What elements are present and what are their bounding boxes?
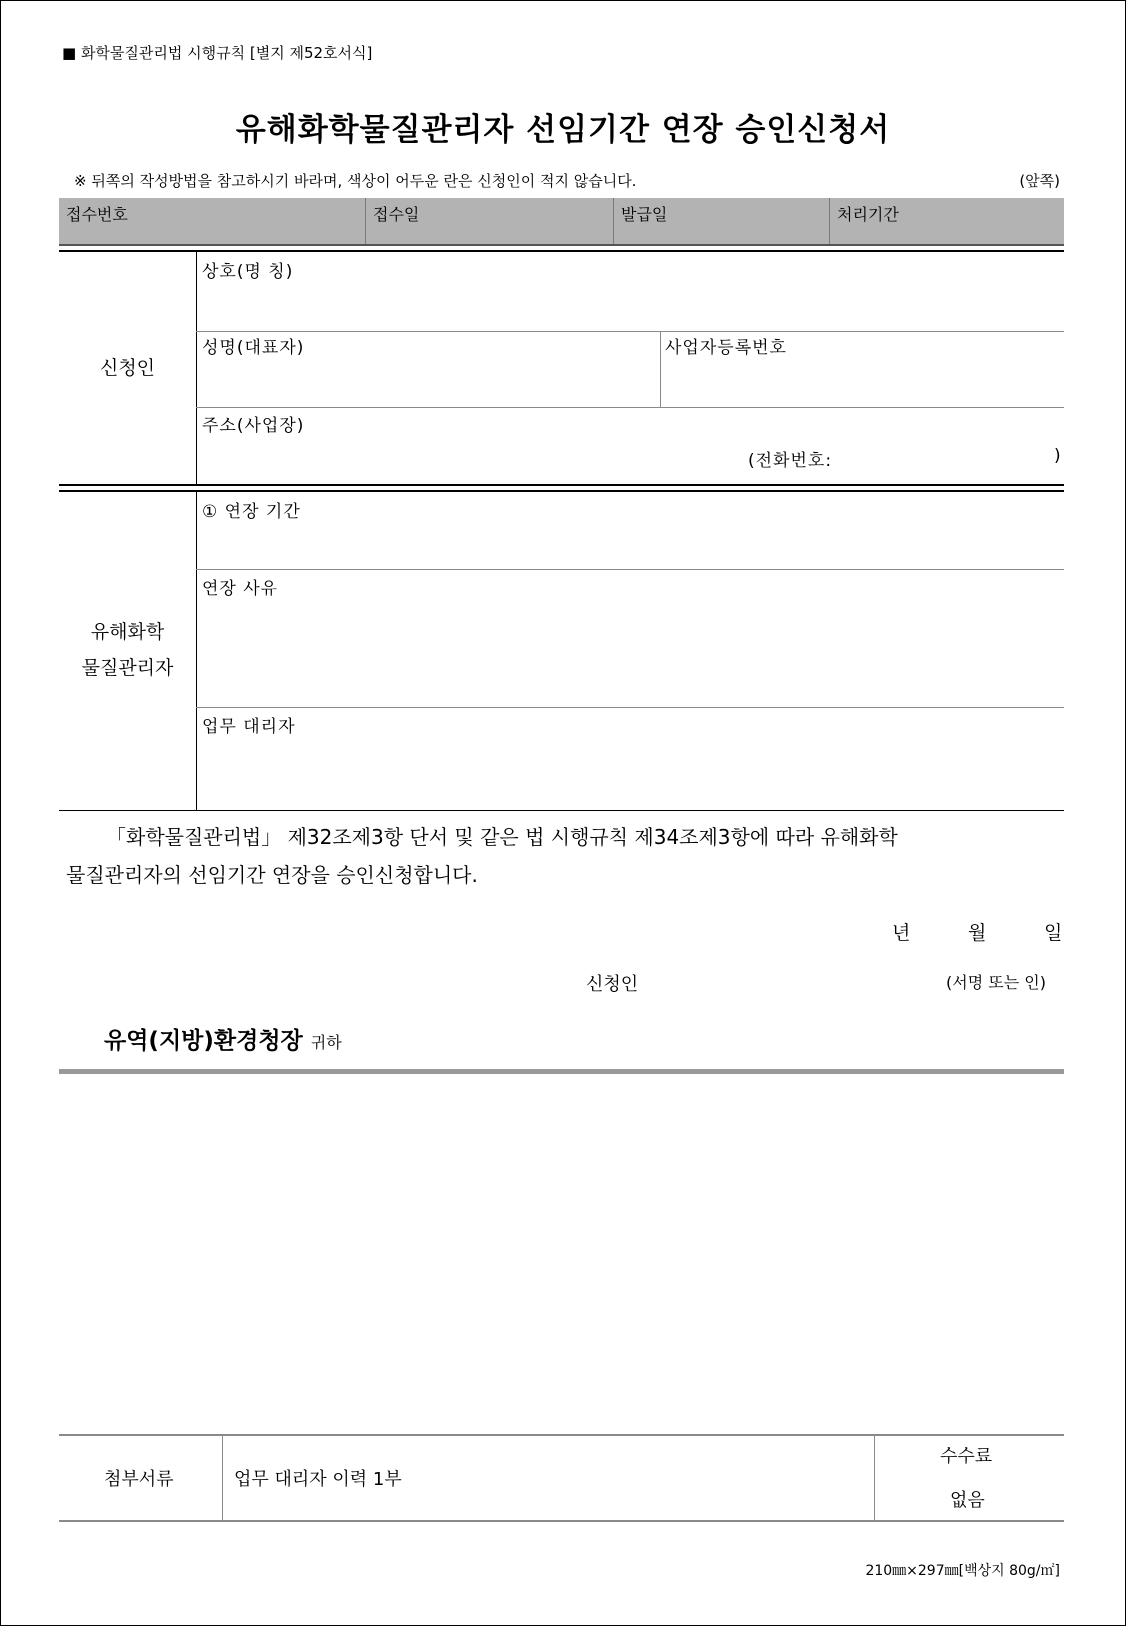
date-year-label[interactable]: 년 (892, 922, 911, 944)
extension-reason-field[interactable]: 연장 사유 (202, 579, 279, 599)
paper-size: 210㎜×297㎜[백상지 80g/㎡] (865, 1563, 1060, 1579)
row-divider (196, 569, 1064, 570)
instruction-note: ※ 뒤쪽의 작성방법을 참고하시기 바라며, 색상이 어두운 란은 신청인이 적지 않습니다. (74, 172, 637, 190)
manager-section-label (59, 614, 196, 686)
row-divider (196, 407, 1064, 408)
attachments-divider (222, 1434, 223, 1522)
date-month-label[interactable]: 월 (968, 922, 987, 944)
phone-field[interactable]: (전화번호: (748, 451, 833, 471)
manager-top-border (59, 490, 1064, 492)
attachments-label: 첨부서류 (104, 1469, 174, 1490)
applicant-divider (196, 252, 197, 486)
date-day-label[interactable]: 일 (1044, 922, 1063, 944)
fee-value: 없음 (950, 1490, 985, 1511)
row-divider (196, 707, 1064, 708)
statement-line-2: 물질관리자의 선임기간 연장을 승인신청합니다. (66, 863, 478, 887)
separator-bar (59, 1069, 1064, 1074)
recipient-name: 유역(지방)환경청장 (104, 1028, 303, 1054)
manager-divider (196, 492, 197, 810)
applicant-section-label: 신청인 (99, 357, 156, 379)
row-divider (196, 331, 1064, 332)
receipt-no-label: 접수번호 (66, 205, 128, 224)
attachments-bottom-border (59, 1520, 1064, 1522)
fee-label: 수수료 (940, 1446, 993, 1467)
manager-section-label-line1: 유해화학 (90, 621, 165, 643)
attachments-content: 업무 대리자 이력 1부 (234, 1469, 402, 1490)
extension-period-field[interactable]: ① 연장 기간 (202, 502, 301, 522)
manager-section-label-line2: 물질관리자 (81, 657, 174, 679)
attachments-top-border (59, 1434, 1064, 1436)
statement-line-1: 「화학물질관리법」 제32조제3항 단서 및 같은 법 시행규칙 제34조제3항에 따라 유해화학 (106, 825, 898, 849)
form-title: 유해화학물질관리자 선임기간 연장 승인신청서 (235, 112, 891, 148)
column-divider (660, 331, 661, 407)
page-side-label: (앞쪽) (1019, 172, 1060, 190)
applicant-bottom-border (59, 484, 1064, 486)
receipt-date-label: 접수일 (373, 205, 420, 224)
company-name-field[interactable]: 상호(명 칭) (202, 262, 294, 282)
form-reference: ■ 화학물질관리법 시행규칙 [별지 제52호서식] (62, 44, 373, 62)
application-statement (66, 818, 1064, 894)
recipient-suffix: 귀하 (310, 1033, 342, 1052)
issue-date-field (614, 198, 830, 244)
signature-hint[interactable]: (서명 또는 인) (946, 973, 1046, 992)
representative-field[interactable]: 성명(대표자) (202, 338, 305, 358)
issue-date-label: 발급일 (621, 205, 668, 224)
phone-close-paren: ) (1054, 446, 1062, 466)
fee-divider (874, 1434, 875, 1522)
processing-period-field (830, 198, 1064, 244)
recipient (104, 1022, 342, 1055)
receipt-no-field (59, 198, 366, 244)
receipt-date-field (366, 198, 614, 244)
processing-period-label: 처리기간 (837, 205, 899, 224)
office-use-bar (59, 198, 1064, 246)
deputy-field[interactable]: 업무 대리자 (202, 717, 296, 737)
business-reg-no-field[interactable]: 사업자등록번호 (665, 338, 787, 358)
address-field[interactable]: 주소(사업장) (202, 416, 305, 436)
applicant-top-border (59, 250, 1064, 252)
manager-bottom-border (59, 810, 1064, 811)
signer-label: 신청인 (586, 974, 639, 995)
